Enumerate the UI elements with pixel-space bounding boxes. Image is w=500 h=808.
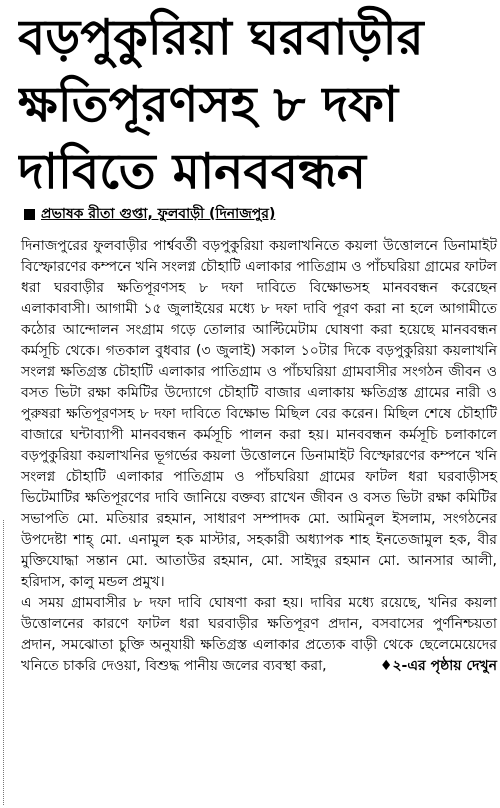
byline (24, 204, 494, 224)
continuation-note: ♦২-এর পৃষ্ঠায় দেখুন (379, 658, 497, 674)
article-paragraph-1: দিনাজপুরের ফুলবাড়ীর পার্শ্ববর্তী বড়পুকুরিয়া কয়লাখনিতে কয়লা উত্তোলনে ডিনামাইট বিস্ফোরণের কম্পনে খনি সংলগ্ন চৌহাটি এলাকার পাতিগ্রাম ও পাঁচঘরিয়া গ্রামের ফাটল ধরা ঘরবাড়ীর ক্ষতিপূরণসহ ৮ দফা দাবিতে বিক্ষোভসহ মানববন্ধন করেছেন এলাকাবাসী। আগামী ১৫ জুলাইয়ের মধ্যে ৮ দফা দাবি পূরণ করা না হলে আগামীতে কঠোর আন্দোলন সংগ্রাম গড়ে তোলার আল্টিমেটাম ঘোষণা করা হয়েছে মানববন্ধন কর্মসূচি থেকে। গতকাল বুধবার (৩ জুলাই) সকাল ১০টার দিকে বড়পুকুরিয়া কয়লাখনি সংলগ্ন ক্ষতিগ্রস্ত চৌহাটি এলাকার পাতিগ্রাম ও পাঁচঘরিয়া গ্রামবাসীর সংগঠন জীবন ও বসত ভিটা রক্ষা কমিটির উদ্যোগে চৌহাটি বাজার এলাকায় ক্ষতিগ্রস্ত গ্রামের নারী ও পুরুষরা ক্ষতিপূরণসহ ৮ দফা দাবিতে বিক্ষোভ মিছিল বের করেন। মিছিল শেষে চৌহাটি বাজারে ঘন্টাব্যাপী মানববন্ধন কর্মসূচি পালন করা হয়। মানববন্ধন কর্মসূচি চলাকালে বড়পুকুরিয়া কয়লাখনির ভূগর্ভের কয়লা উত্তোলনে ডিনামাইট বিস্ফোরণের কম্পনে খনি সংলগ্ন চৌহাটি এলাকার পাতিগ্রাম ও পাঁচঘরিয়া গ্রামের ফাটল ধরা ঘরবাড়ীসহ ভিটেমাটির ক্ষতিপূরণের দাবি জানিয়ে বক্তব্য রাখেন জীবন ও বসত ভিটা রক্ষা কমিটির সভাপতি মো. মতিয়ার রহমান, সাধারণ সম্পাদক মো. আমিনুল ইসলাম, সংগঠনের উপদেষ্টা শাহ্ মো. এনামুল হক মাস্টার, সহকারী অধ্যাপক শাহ ইনতেজামুল হক, বীর মুক্তিযোদ্ধা সন্তান মো. আতাউর রহমান, মো. সাইদুর রহমান মো. আনসার আলী, হরিদাস, কালু মন্ডল প্রমুখ। (21, 238, 497, 590)
byline-text: প্রভাষক রীতা গুপ্তা, ফুলবাড়ী (দিনাজপুর) (41, 206, 276, 222)
headline-line-3: দাবিতে মানববন্ধন (18, 143, 367, 200)
article-paragraph-2: এ সময় গ্রামবাসীর ৮ দফা দাবি ঘোষণা করা হয়। দাবির মধ্যে রয়েছে, খনির কয়লা উত্তোলনের কারণে ফাটল ধরা ঘরবাড়ীর ক্ষতিপূরণ প্রদান, বসবাসের পুর্ণনিশ্চয়তা প্রদান, সমঝোতা চুক্তি অনুযায়ী ক্ষতিগ্রস্ত এলাকার প্রত্যেক বাড়ী থেকে ছেলেমেয়েদের খনিতে চাকরি দেওয়া, বিশুদ্ধ পানীয় জলের ব্যবস্থা করা, (21, 595, 497, 674)
square-bullet-icon (24, 209, 35, 220)
headline-line-1: বড়পুকুরিয়া ঘরবাড়ীর (18, 9, 424, 66)
headline-line-2: ক্ষতিপূরণসহ ৮ দফা (18, 76, 399, 133)
headline (18, 4, 496, 205)
column-rule (3, 520, 14, 805)
article-paragraph-2-container (21, 593, 497, 677)
article-body (21, 236, 497, 677)
